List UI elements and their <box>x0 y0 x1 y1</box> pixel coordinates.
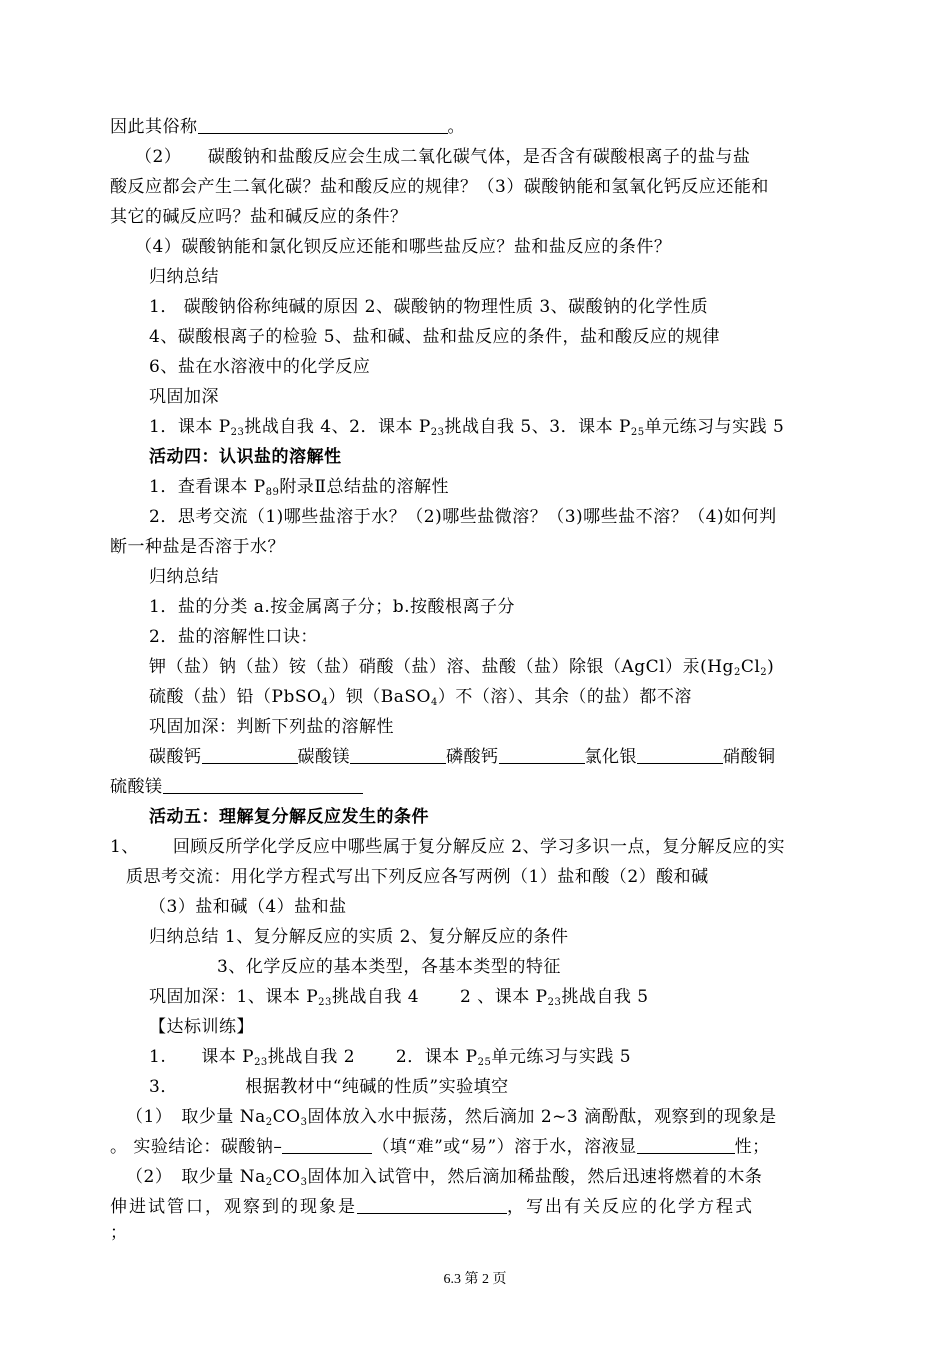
line-19 <box>149 656 884 678</box>
text: 。 <box>447 117 465 137</box>
text: 3、化学反应的基本类型，各基本类型的特征 <box>217 957 561 977</box>
text: 归纳总结 <box>149 267 219 287</box>
text: 3． 根据教材中“纯碱的性质”实验填空 <box>149 1077 509 1097</box>
text: 性； <box>734 1137 770 1157</box>
text: 。 实验结论：碳酸钠– <box>110 1137 283 1157</box>
text: 挑战自我 5 <box>561 987 649 1007</box>
text: 巩固加深 <box>149 387 219 407</box>
text: 2．思考交流（1)哪些盐溶于水？（2)哪些盐微溶？（3)哪些盐不溶？（4)如何判 <box>149 507 777 527</box>
text: 硝酸铜 <box>723 747 776 767</box>
text: 钾（盐）钠（盐）铵（盐）硝酸（盐）溶、盐酸（盐）除银（AgCl）汞(Hg <box>149 657 734 677</box>
fill-blank <box>198 117 448 134</box>
text: ）钡（BaSO <box>328 687 431 707</box>
page-footer: 6.3 第 2 页 <box>443 1272 507 1287</box>
heading-consolidate <box>149 386 884 408</box>
fill-blank <box>357 1197 507 1214</box>
line-5 <box>135 236 870 258</box>
line-9 <box>149 356 884 378</box>
section-heading-activity-5 <box>149 806 884 828</box>
text: 磷酸钙 <box>446 747 499 767</box>
heading-summary <box>149 266 884 288</box>
text: ）不（溶）、其余（的盐）都不溶 <box>437 687 692 707</box>
heading-summary-2 <box>149 566 884 588</box>
fill-blank <box>282 1137 372 1154</box>
subscript: 3 <box>300 1177 308 1188</box>
text: 碳酸钙 <box>149 747 202 767</box>
line-33 <box>149 1076 884 1098</box>
text: 活动五：理解复分解反应发生的条件 <box>149 807 429 827</box>
line-20 <box>149 686 884 708</box>
text: 巩固加深：1、课本 P <box>149 987 319 1007</box>
line-35 <box>110 1136 845 1158</box>
subscript: 4 <box>431 697 438 708</box>
line-37 <box>110 1196 845 1218</box>
text: 断一种盐是否溶于水？ <box>110 537 285 557</box>
line-36 <box>126 1166 861 1188</box>
text: （填“难”或“易”）溶于水，溶液显 <box>372 1137 637 1157</box>
text: 【达标训练】 <box>149 1017 254 1037</box>
heading-target-training <box>149 1016 884 1038</box>
line-27 <box>149 896 884 918</box>
text: 归纳总结 <box>149 567 219 587</box>
subscript: 25 <box>477 1057 492 1068</box>
text: 质思考交流：用化学方程式写出下列反应各写两例（1）盐和酸（2）酸和碱 <box>126 867 709 887</box>
text: 巩固加深：判断下列盐的溶解性 <box>149 717 394 737</box>
subscript: 89 <box>265 487 280 498</box>
subscript: 23 <box>318 997 332 1008</box>
text: 挑战自我 4 2 、课本 P <box>331 987 548 1007</box>
line-17 <box>149 596 884 618</box>
text: （2） 碳酸钠和盐酸反应会生成二氧化碳气体，是否含有碳酸根离子的盐与盐 <box>135 147 751 167</box>
line-38 <box>110 1222 845 1244</box>
text: 挑战自我 2 2．课本 P <box>267 1047 478 1067</box>
text: 4、碳酸根离子的检验 5、盐和碱、盐和盐反应的条件，盐和酸反应的规律 <box>149 327 721 347</box>
subscript: 4 <box>321 697 329 708</box>
text: 伸进试管口，观察到的现象是 <box>110 1197 357 1217</box>
text: CO <box>272 1167 301 1187</box>
line-13 <box>149 476 884 498</box>
line-1 <box>110 116 845 138</box>
line-3 <box>110 176 845 198</box>
line-28 <box>149 926 884 948</box>
fill-blank <box>637 1137 735 1154</box>
text: 固体放入水中振荡，然后滴加 2~3 滴酚酞，观察到的现象是 <box>307 1107 777 1127</box>
text: ，写出有关反应的化学方程式 <box>507 1197 754 1217</box>
text: 6、盐在水溶液中的化学反应 <box>149 357 371 377</box>
text: （3）盐和碱（4）盐和盐 <box>149 897 347 917</box>
text: 1．课本 P <box>149 417 231 437</box>
text: CO <box>272 1107 301 1127</box>
list-number: 1、 <box>110 837 139 857</box>
subscript: 25 <box>630 427 645 438</box>
line-4 <box>110 206 845 228</box>
text: 归纳总结 1、复分解反应的实质 2、复分解反应的条件 <box>149 927 569 947</box>
text: 挑战自我 4、2．课本 P <box>244 417 431 437</box>
subscript: 2 <box>733 667 741 678</box>
subscript: 2 <box>265 1117 273 1128</box>
text: 酸反应都会产生二氧化碳？盐和酸反应的规律？（3）碳酸钠能和氢氧化钙反应还能和 <box>110 177 769 197</box>
line-30 <box>149 986 884 1008</box>
line-32 <box>149 1046 884 1068</box>
line-29 <box>217 956 950 978</box>
fill-blank <box>350 747 446 764</box>
fill-blank <box>637 747 723 764</box>
subscript: 2 <box>760 667 768 678</box>
text: 挑战自我 5、3．课本 P <box>444 417 631 437</box>
line-14 <box>149 506 884 528</box>
line-22 <box>149 746 884 768</box>
subscript: 23 <box>230 427 245 438</box>
fill-blank <box>163 777 363 794</box>
subscript: 23 <box>430 427 445 438</box>
line-18 <box>149 626 884 648</box>
text: ) <box>767 657 775 677</box>
text: ； <box>110 1223 128 1243</box>
text: 单元练习与实践 5 <box>491 1047 632 1067</box>
line-25 <box>110 836 845 858</box>
line-26 <box>126 866 861 888</box>
text: 其它的碱反应吗？盐和碱反应的条件？ <box>110 207 408 227</box>
text: 硫酸（盐）铅（PbSO <box>149 687 322 707</box>
subscript: 23 <box>254 1057 268 1068</box>
subscript: 3 <box>300 1117 308 1128</box>
fill-blank <box>499 747 585 764</box>
text: 固体加入试管中，然后滴加稀盐酸，然后迅速将燃着的木条 <box>307 1167 763 1187</box>
subscript: 2 <box>265 1177 273 1188</box>
text: 1. 课本 P <box>149 1047 255 1067</box>
line-11 <box>149 416 884 438</box>
fill-blank <box>202 747 298 764</box>
text: （2） 取少量 Na <box>126 1167 266 1187</box>
text: 1．查看课本 P <box>149 477 266 497</box>
text: 2．盐的溶解性口诀： <box>149 627 318 647</box>
text: 碳酸镁 <box>297 747 350 767</box>
text: 氯化银 <box>584 747 637 767</box>
line-8 <box>149 326 884 348</box>
text: （4）碳酸钠能和氯化钡反应还能和哪些盐反应？盐和盐反应的条件？ <box>135 237 672 257</box>
text: 1．盐的分类 a.按金属离子分；b.按酸根离子分 <box>149 597 516 617</box>
text: 附录Ⅱ总结盐的溶解性 <box>279 477 449 497</box>
text: 活动四：认识盐的溶解性 <box>149 447 342 467</box>
text: 单元练习与实践 5 <box>644 417 785 437</box>
section-heading-activity-4 <box>149 446 884 468</box>
text: 1． 碳酸钠俗称纯碱的原因 2、碳酸钠的物理性质 3、碳酸钠的化学性质 <box>149 297 709 317</box>
line-7 <box>149 296 884 318</box>
text: 硫酸镁 <box>110 777 163 797</box>
text: Cl <box>740 657 761 677</box>
line-2 <box>135 146 870 168</box>
text: 因此其俗称 <box>110 117 198 137</box>
subscript: 23 <box>547 997 562 1008</box>
line-15 <box>110 536 845 558</box>
text: （1） 取少量 Na <box>126 1107 266 1127</box>
line-34 <box>126 1106 861 1128</box>
line-21 <box>149 716 884 738</box>
line-23 <box>110 776 845 798</box>
text: 回顾反所学化学反应中哪些属于复分解反应 2、学习多识一点，复分解反应的实 <box>172 837 786 857</box>
